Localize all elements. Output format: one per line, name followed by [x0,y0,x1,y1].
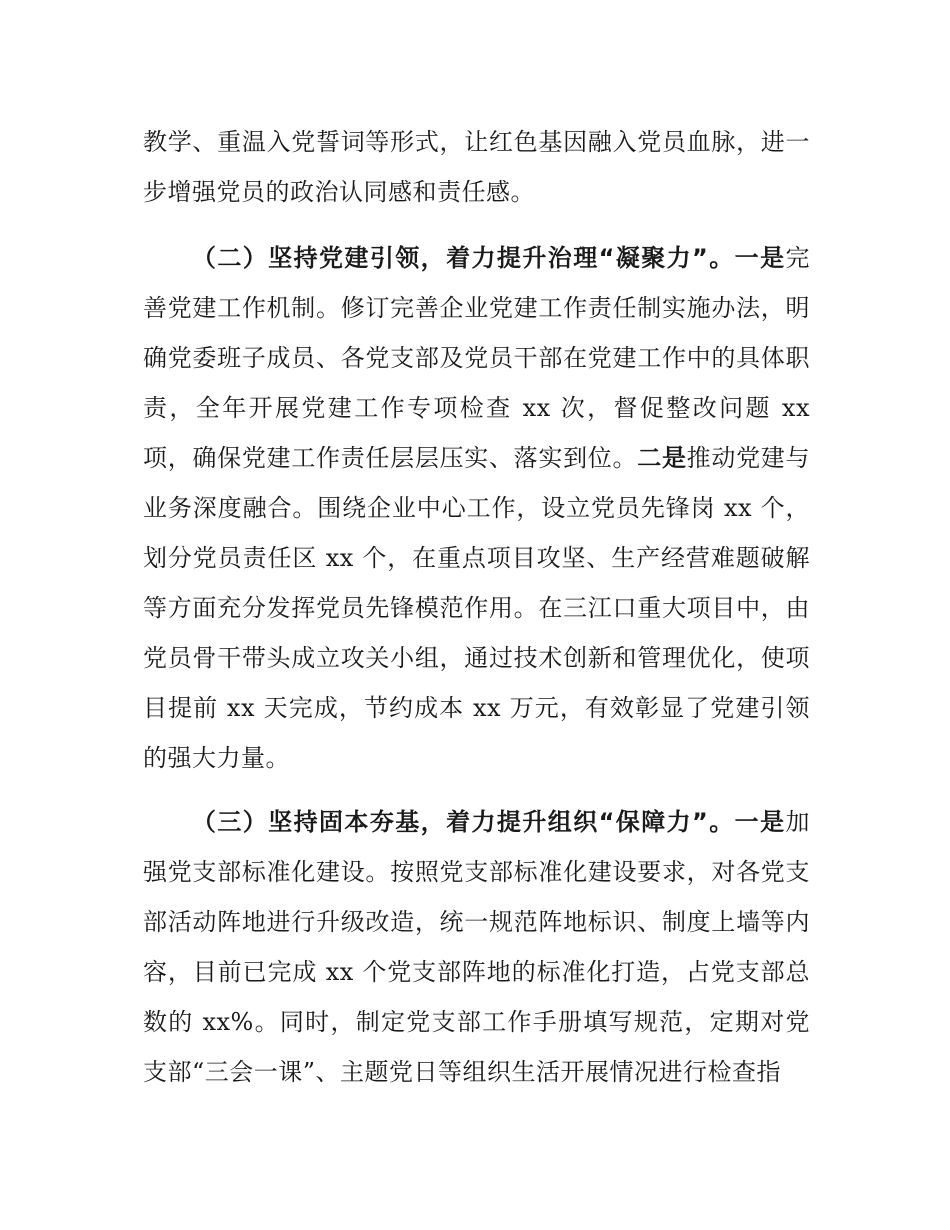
paragraph-section-2 [143,233,810,783]
paragraph-continuation [143,117,810,217]
point-label: 一是 [734,808,786,836]
point-text: 加强党支部标准化建设。按照党支部标准化建设要求，对各党支部活动阵地进行升级改造，统一规范阵地标识、制度上墙等内容，目前已完成 xx 个党支部阵地的标准化打造，占党支部总数的 xx%。同时，制定党支部工作手册填写规范，定期对党支部“三会一课”、主题党日等组织生活开展情况进行检查指 [143,808,811,1086]
section-heading: （二）坚持党建引领，着力提升治理“凝聚力”。 [191,244,735,272]
point-label: 一是 [734,244,786,272]
section-heading: （三）坚持固本夯基，着力提升组织“保障力”。 [191,808,735,836]
point-text: 推动党建与业务深度融合。围绕企业中心工作，设立党员先锋岗 xx 个，划分党员责任区 xx 个，在重点项目攻坚、生产经营难题破解等方面充分发挥党员先锋模范作用。在三江口重大项目中，由党员骨干带头成立攻关小组，通过技术创新和管理优化，使项目提前 xx 天完成，节约成本 xx 万元，有效彰显了党建引领的强大力量。 [143,444,811,772]
paragraph-section-3 [143,797,810,1097]
point-label: 二是 [637,444,687,472]
point-text: 完善党建工作机制。修订完善企业党建工作责任制实施办法，明确党委班子成员、各党支部及党员干部在党建工作中的具体职责，全年开展党建工作专项检查 xx 次，督促整改问题 xx 项，确保党建工作责任层层压实、落实到位。 [143,244,811,472]
paragraph-body: 教学、重温入党誓词等形式，让红色基因融入党员血脉，进一步增强党员的政治认同感和责任感。 [143,128,810,206]
